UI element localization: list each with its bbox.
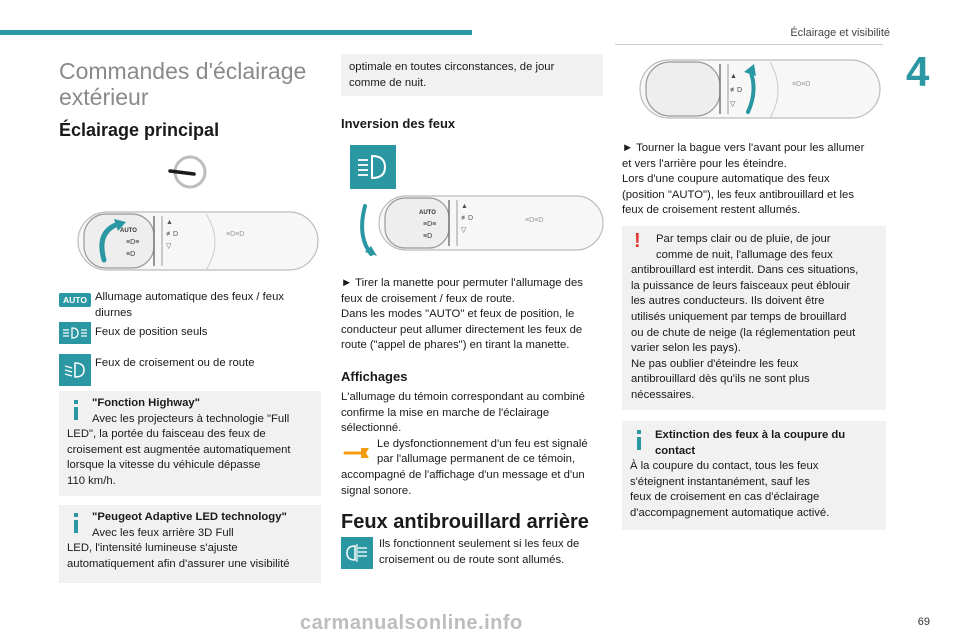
svg-text:≡D≡: ≡D≡ (423, 221, 437, 228)
lighting-stalk-illustration (74, 202, 320, 280)
legend-auto-text: Allumage automatique des feux / feux diurnes (95, 291, 285, 319)
stalk-pull-illustration (355, 192, 605, 264)
svg-text:≡D: ≡D (423, 233, 433, 240)
watermark: carmanualsonline.info (300, 612, 523, 634)
header-accent-bar (0, 30, 472, 35)
auto-icon: AUTO (59, 293, 91, 307)
svg-text:▽: ▽ (461, 227, 467, 234)
section-heading-main-lighting: Éclairage principal (59, 120, 220, 140)
legend-position-text: Feux de position seuls (95, 326, 208, 338)
low-beam-icon (59, 354, 91, 386)
svg-text:AUTO: AUTO (419, 210, 436, 216)
svg-text:≡D≡D: ≡D≡D (226, 231, 245, 238)
section-title: Éclairage et visibilité (790, 27, 890, 39)
svg-text:▽: ▽ (166, 243, 172, 250)
displays-text: L'allumage du témoin correspondant au combiné confirme la mise en marche de l'éclairage sélectionné. Le dysfonctionnement d'un feu est signalé par l'allumage permanent de ce témoin, accompagné de l'affichage d'un message et d'un signal sonore. (341, 391, 588, 497)
svg-text:≡D≡D: ≡D≡D (792, 81, 811, 88)
svg-text:▽: ▽ (730, 101, 736, 108)
headlight-switching-text: ► Tirer la manette pour permuter l'allumage des feux de croisement / feux de route. Dans les modes "AUTO" et feux de position, le conducteur peut allumer directement les feux de route ("appel de phares") en tirant la manette. (341, 277, 583, 352)
svg-text:≡D: ≡D (126, 251, 136, 258)
chapter-number: 4 (906, 48, 930, 95)
rear-fog-text: Ils fonctionnent seulement si les feux de croisement ou de route sont allumés. (379, 538, 580, 566)
heading-rear-fog-lights: Feux antibrouillard arrière (341, 511, 589, 533)
heading-headlight-switching: Inversion des feux (341, 116, 456, 131)
page-title: Commandes d'éclairage extérieur (59, 58, 307, 110)
svg-text:▲: ▲ (166, 219, 173, 226)
info-ignition-off-text: Extinction des feux à la coupure du contact À la coupure du contact, tous les feux s'éteignent instantanément, sauf les feux de croisement en cas d'éclairage d'accompagnement automatique activé. (630, 429, 846, 519)
header-rule (615, 44, 883, 45)
svg-text:AUTO: AUTO (120, 228, 137, 234)
position-lamp-icon (59, 322, 91, 344)
info-continued-text: optimale en toutes circonstances, de jour comme de nuit. (349, 61, 555, 89)
warning-icon: ! (634, 230, 641, 252)
warning-fog-text: Par temps clair ou de pluie, de jour comme de nuit, l'allumage des feux antibrouillard est interdit. Dans ces situations, la puissance de leurs faisceaux peut éblouir les autres conducteurs. Ils doivent être utilisés uniquement par temps de brouillard ou de chute de neige (la réglementation peut varier selon les pays). Ne pas oublier d'éteindre les feux antibrouillard dès qu'ils ne sont plus nécessaires. (631, 233, 859, 401)
svg-text:≢D: ≢D (166, 231, 179, 238)
heading-displays: Affichages (341, 369, 408, 384)
svg-text:≢D: ≢D (730, 87, 743, 94)
svg-text:≡D≡D: ≡D≡D (525, 217, 544, 224)
wrench-icon (343, 446, 371, 460)
fog-ring-illustration (636, 56, 886, 128)
svg-text:≢D: ≢D (461, 215, 474, 222)
steering-wheel-icon (166, 155, 212, 189)
svg-text:≡D≡: ≡D≡ (126, 239, 140, 246)
legend-low-beam-text: Feux de croisement ou de route (95, 357, 255, 369)
svg-text:▲: ▲ (461, 203, 468, 210)
svg-text:▲: ▲ (730, 73, 737, 80)
info-highway-text: "Fonction Highway" Avec les projecteurs à technologie "Full LED", la portée du faisceau des feux de croisement est augmentée automatiquement lorsque la vitesse du véhicule dépasse 110 km/h. (67, 397, 291, 487)
page-number: 69 (917, 616, 930, 628)
fog-ring-text: ► Tourner la bague vers l'avant pour les allumer et vers l'arrière pour les éteindre. Lors d'une coupure automatique des feux (position "AUTO"), les feux antibrouillard et les feux de croisement restent allumés. (622, 142, 865, 217)
rear-fog-icon (341, 537, 373, 569)
info-adaptive-led-text: "Peugeot Adaptive LED technology" Avec les feux arrière 3D Full LED, l'intensité lumineuse s'ajuste automatiquement afin d'assurer une visibilité (67, 511, 290, 570)
high-beam-icon (350, 145, 396, 189)
